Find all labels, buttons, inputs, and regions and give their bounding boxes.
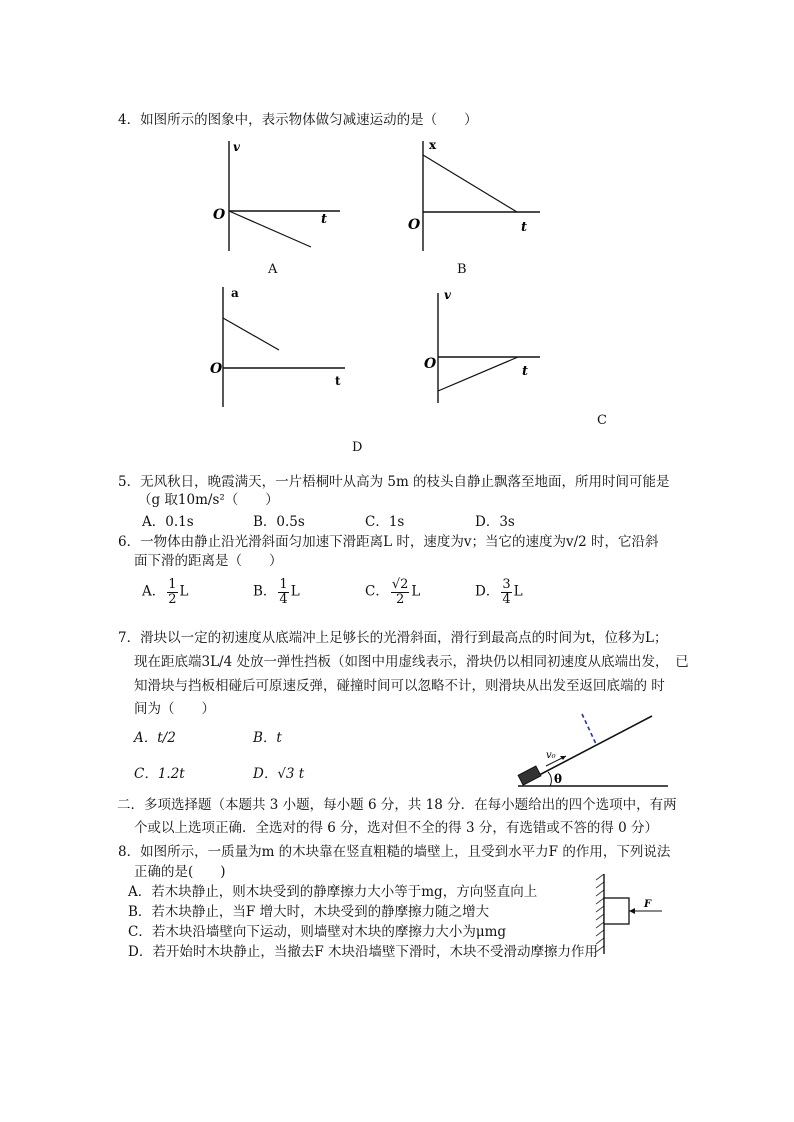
graph-b-caption: B xyxy=(457,262,467,277)
graph-b-xlabel: t xyxy=(521,220,528,235)
q6-option-b: B． $\frac{1}{4}$ L xyxy=(253,577,300,607)
graph-c-xlabel: t xyxy=(522,364,529,379)
graph-a-line xyxy=(229,211,311,247)
q7-option-a: A．t/2 xyxy=(134,730,176,746)
force-label: F xyxy=(644,899,652,910)
q6-stem-line1: 6．一物体由静止沿光滑斜面匀加速下滑距离L 时，速度为v；当它的速度为v/2 时，它沿斜 xyxy=(118,534,659,550)
q5-option-b: B．0.5s xyxy=(253,514,305,530)
q6-option-d: D． $\frac{3}{4}$ L xyxy=(475,577,523,607)
graph-d xyxy=(205,285,350,410)
q8-option-a: A．若木块静止，则木块受到的静摩擦力大小等于mg，方向竖直向上 xyxy=(128,884,538,900)
graph-b-ylabel: x xyxy=(429,138,437,152)
section2-line2: 个或以上选项正确．全选对的得 6 分，选对但不全的得 3 分，有选错或不答的得 0 分） xyxy=(134,820,659,836)
graph-a xyxy=(205,133,345,255)
q5-option-a: A．0.1s xyxy=(142,514,194,530)
graph-c-line xyxy=(438,357,518,391)
wooden-block xyxy=(604,898,629,924)
graph-d-xlabel: t xyxy=(335,374,341,388)
graph-b-origin: O xyxy=(408,217,421,233)
q8-option-d: D．若开始时木块静止，当撤去F 木块沿墙壁下滑时，木块不受滑动摩擦力作用 xyxy=(128,944,598,960)
graph-d-origin: O xyxy=(210,361,223,377)
slider-block xyxy=(518,766,541,785)
q7-line3: 知滑块与挡板相碰后可原速反弹，碰撞时间可以忽略不计，则滑块从出发至返回底端的 时 xyxy=(134,678,665,694)
q7-option-c: C．1.2t xyxy=(134,766,185,782)
velocity-label: v₀ xyxy=(546,750,556,761)
q7-line1: 7．滑块以一定的初速度从底端冲上足够长的光滑斜面，滑行到最高点的时间为t，位移为L； xyxy=(118,630,668,646)
q7-line2: 现在距底端3L/4 处放一弹性挡板（如图中用虚线表示，滑块仍以相同初速度从底端出发， 已 xyxy=(134,654,689,670)
angle-label: θ xyxy=(554,772,563,786)
graph-a-xlabel: t xyxy=(321,212,328,227)
q6-option-c: C． $\frac{√2}{2}$ L xyxy=(365,577,421,607)
q7-incline-figure xyxy=(510,708,670,790)
graph-c-origin: O xyxy=(424,356,437,372)
q7-option-b: B．t xyxy=(253,730,282,746)
q7-line4: 间为（ ） xyxy=(134,701,215,717)
q5-option-d: D．3s xyxy=(475,514,515,530)
q5-stem-line2: （g 取10m/s²（ ） xyxy=(138,492,279,508)
q8-line2: 正确的是( ) xyxy=(134,864,226,880)
q8-option-b: B．若木块静止，当F 增大时，木块受到的静摩擦力随之增大 xyxy=(128,904,490,920)
graph-d-caption: D xyxy=(352,440,363,455)
graph-a-origin: O xyxy=(213,207,226,223)
q8-option-c: C．若木块沿墙壁向下运动，则墙壁对木块的摩擦力大小为μmg xyxy=(128,924,507,940)
graph-a-ylabel: v xyxy=(233,140,240,154)
elastic-barrier-dashed xyxy=(582,714,596,744)
graph-b xyxy=(405,133,545,255)
graph-a-caption: A xyxy=(268,262,278,277)
graph-c xyxy=(420,285,550,410)
graph-c-caption: C xyxy=(597,413,607,428)
q7-option-d: D．√3 t xyxy=(253,766,305,782)
graph-b-line xyxy=(423,155,517,212)
q5-stem-line1: 5．无风秋日，晚霞满天，一片梧桐叶从高为 5m 的枝头自静止飘落至地面，所用时间可能是 xyxy=(118,474,670,490)
graph-d-line xyxy=(223,318,279,350)
incline-surface xyxy=(522,716,652,784)
angle-arc xyxy=(548,772,551,786)
wall-hatching xyxy=(596,874,604,952)
force-arrowhead xyxy=(629,908,635,914)
graph-c-ylabel: v xyxy=(444,288,451,302)
q8-line1: 8．如图所示，一质量为m 的木块靠在竖直粗糙的墙壁上，且受到水平力F 的作用，下列说法 xyxy=(118,844,671,860)
q6-option-a: A． $\frac{1}{2}$ L xyxy=(142,577,189,607)
section2-line1: 二．多项选择题（本题共 3 小题，每小题 6 分，共 18 分．在每小题给出的四个选项中，有两 xyxy=(117,797,677,813)
q5-option-c: C．1s xyxy=(365,514,405,530)
q4-stem: 4．如图所示的图象中，表示物体做匀减速运动的是（ ） xyxy=(118,112,478,128)
graph-d-ylabel: a xyxy=(231,286,239,300)
q8-wall-figure xyxy=(594,874,666,956)
q6-stem-line2: 面下滑的距离是（ ） xyxy=(134,553,283,569)
